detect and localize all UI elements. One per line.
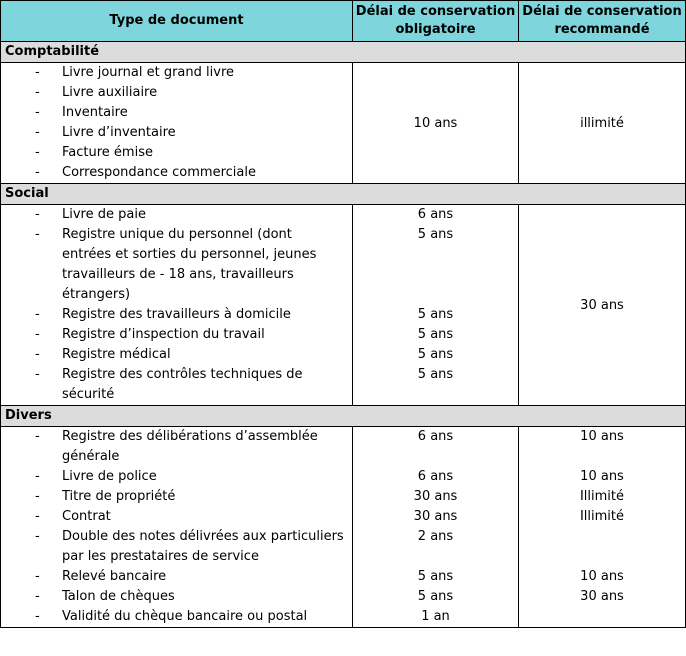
header-col3-line1: Délai de conservation xyxy=(522,4,682,19)
divers-obligatoire: 6 ans 6 ans 30 ans 30 ans 2 ans 5 ans 5 ans 1 an xyxy=(353,427,519,628)
list-item: - Relevé bancaire xyxy=(35,569,167,584)
section-title: Divers xyxy=(1,406,686,427)
list-item: - Livre de police xyxy=(35,469,157,484)
list-item: - Double des notes délivrées aux particuliers xyxy=(35,529,344,544)
section-title: Social xyxy=(1,184,686,205)
header-type-document: Type de document xyxy=(1,1,353,42)
list-item: - Livre journal et grand livre xyxy=(35,65,234,80)
list-item: - Registre unique du personnel (dont xyxy=(35,227,292,242)
list-item: - Registre d’inspection du travail xyxy=(35,327,265,342)
list-item: - Registre des travailleurs à domicile xyxy=(35,307,291,322)
list-item: - Registre médical xyxy=(35,347,171,362)
header-col2-line1: Délai de conservation xyxy=(355,4,516,19)
social-row xyxy=(1,205,686,406)
list-item: - Titre de propriété xyxy=(35,489,176,504)
section-divers xyxy=(1,406,686,427)
section-title: Comptabilité xyxy=(1,42,686,63)
list-item: - Contrat xyxy=(35,509,111,524)
header-col2-line2: obligatoire xyxy=(395,22,476,37)
social-documents: - Livre de paie - Registre unique du personnel (dont entrées et sorties du personnel, jeunes travailleurs de - 18 ans, travailleurs étrangers) - Registre des travailleurs à domicile - Registre d’inspection du travail - Registre médical - Registre des contrôles techniques de sécurité xyxy=(1,205,353,406)
list-item: - Validité du chèque bancaire ou postal xyxy=(35,609,308,624)
comptabilite-row xyxy=(1,63,686,184)
social-recommande: 30 ans xyxy=(519,205,686,406)
social-obligatoire: 6 ans 5 ans 5 ans 5 ans 5 ans 5 ans xyxy=(353,205,519,406)
divers-recommande: 10 ans 10 ans Illimité Illimité 10 ans 30 ans xyxy=(519,427,686,628)
divers-documents: - Registre des délibérations d’assemblée générale - Livre de police - Titre de propriété - Contrat - Double des notes délivrées aux particuliers par les prestataires de service - Relevé bancaire - Talon de chèques - Validité du chèque bancaire ou postal xyxy=(1,427,353,628)
list-item: - Facture émise xyxy=(35,145,153,160)
list-item: - Livre de paie xyxy=(35,207,146,222)
list-item: - Livre auxiliaire xyxy=(35,85,158,100)
section-comptabilite xyxy=(1,42,686,63)
list-item: - Inventaire xyxy=(35,105,128,120)
divers-row xyxy=(1,427,686,628)
header-delai-recommande xyxy=(519,1,686,42)
section-social xyxy=(1,184,686,205)
comptabilite-documents xyxy=(1,63,353,184)
list-item: - Registre des contrôles techniques de xyxy=(35,367,303,382)
list-item: - Livre d’inventaire xyxy=(35,125,176,140)
list-item: - Correspondance commerciale xyxy=(35,165,256,180)
comptabilite-obligatoire: 10 ans xyxy=(353,63,519,184)
header-col3-line2: recommandé xyxy=(554,22,650,37)
list-item: - Registre des délibérations d’assemblée xyxy=(35,429,318,444)
header-delai-obligatoire xyxy=(353,1,519,42)
comptabilite-recommande: illimité xyxy=(519,63,686,184)
list-item: - Talon de chèques xyxy=(35,589,175,604)
header-row xyxy=(1,1,686,42)
